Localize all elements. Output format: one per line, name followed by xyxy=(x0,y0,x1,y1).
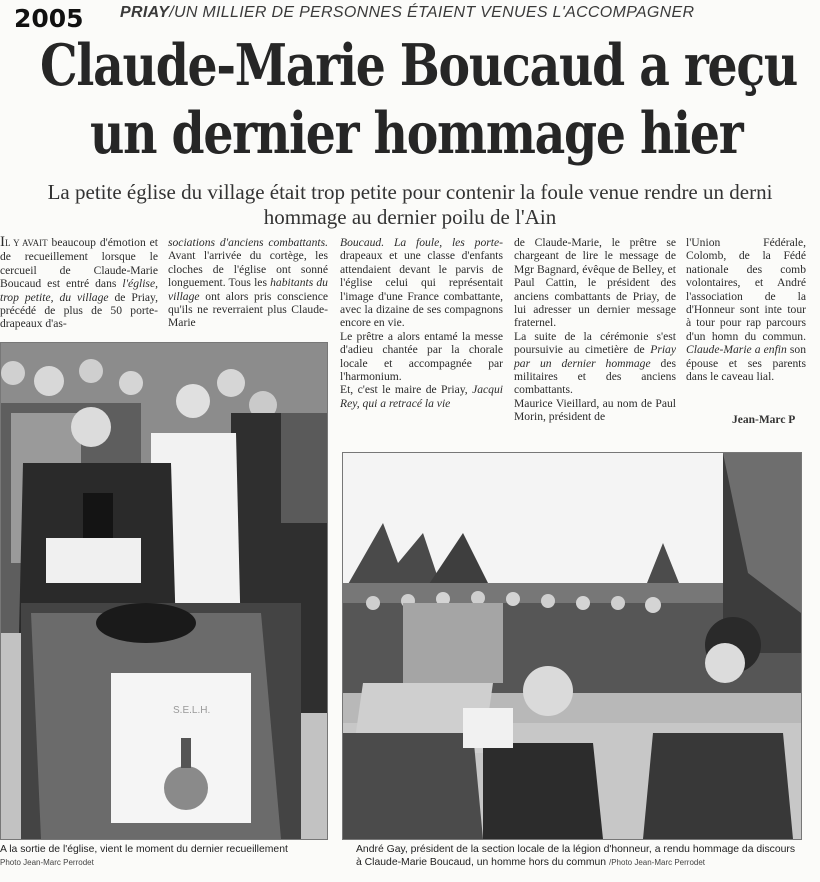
col5-text-2: son épouse et ses parents dans le caveau lial. xyxy=(686,343,806,384)
author-signature: Jean-Marc P xyxy=(732,414,796,426)
col2-italic-2: habitants du village xyxy=(168,276,328,303)
col4-text-1: de Claude-Marie, le prêtre se chargeant de lire le message de Mgr Bagnard, évêque de Belley, et Paul Cattin, le président des anciens combattants de Priay, de lui adresser un dernier message fraternel. xyxy=(514,236,676,330)
photo-church-exit-image xyxy=(1,343,327,839)
col2-text-2: ont alors pris conscience qu'ils ne reverraient plus Claude-Marie xyxy=(168,289,328,330)
col2-italic-1: sociations d'anciens combattants. xyxy=(168,236,328,249)
drop-cap: I xyxy=(0,234,5,250)
article-column-2 xyxy=(168,236,328,336)
col3-text-2: Le prêtre a alors entamé la messe d'adieu chantée par la chorale locale et accompagnée par l'harmonium. xyxy=(340,329,503,384)
caption-2-credit: /Photo Jean-Marc Perrodet xyxy=(608,857,706,867)
col3-italic-1: Boucaud. La foule, les porte- xyxy=(340,236,503,249)
caption-1-text: A la sortie de l'église, vient le moment du dernier recueillement xyxy=(0,844,288,855)
article-column-1 xyxy=(0,236,158,336)
article-column-4 xyxy=(514,236,676,426)
kicker xyxy=(120,4,760,22)
col5-italic-1: Claude-Marie a enfin xyxy=(686,343,787,357)
subtitle xyxy=(0,180,820,230)
subtitle-line-2: hommage au dernier poilu de l'Ain xyxy=(263,205,557,229)
article-column-3 xyxy=(340,236,503,426)
year-label: 2005 xyxy=(14,4,84,33)
col4-text-4: Maurice Vieillard, au nom de Paul Morin, président de xyxy=(514,396,676,424)
article-column-5 xyxy=(686,236,806,426)
col4-text-2: La suite de la cérémonie s'est poursuivie au cimetière de xyxy=(514,329,676,357)
col3-text-3: Et, c'est le maire de Priay, xyxy=(340,383,473,397)
headline-line-1: Claude-Marie Boucaud a reçu xyxy=(40,32,798,99)
headline-line-2: un dernier hommage hier xyxy=(90,100,743,167)
caption-2-text: André Gay, président de la section locale de la légion d'honneur, a rendu hommage da discours à Claude-Marie Boucaud, un homme hors du commun xyxy=(356,844,796,868)
col3-italic-2: Jacqui Rey, qui a retracé la vie xyxy=(340,383,503,410)
col2-text-1: Avant l'arrivée du cortège, les cloches de l'église ont sonné longuement. Tous les xyxy=(168,249,328,290)
photo-cemetery-speech xyxy=(342,452,802,840)
col3-text-1: drapeaux et une classe d'enfants attendaient devant le parvis de l'église celui qui représentait l'image d'une France combattante, avec la dizaine de ses compagnons encore en vie. xyxy=(340,249,503,330)
col4-italic-1: Priay par un dernier hommage xyxy=(514,343,676,370)
photo-church-exit xyxy=(0,342,328,840)
lead-in: L Y AVAIT xyxy=(5,238,48,248)
kicker-text: /UN MILLIER DE PERSONNES ÉTAIENT VENUES L'ACCOMPAGNER xyxy=(169,4,695,21)
col1-italic-1: l'église, trop petite, du village xyxy=(0,277,158,304)
kicker-place: PRIAY xyxy=(120,4,170,21)
caption-photo-2 xyxy=(356,844,800,869)
coffin-flag-text: S.E.L.H. xyxy=(173,705,211,716)
col1-text-1: beaucoup d'émotion et de recueillement lorsque le cercueil de Claude-Marie Boucaud est entré dans xyxy=(0,236,158,291)
photo-cemetery-speech-image xyxy=(343,453,801,839)
subtitle-line-1: La petite église du village était trop petite pour contenir la foule venue rendre un derni xyxy=(47,180,773,204)
col1-text-2: de Priay, précédé de plus de 50 porte-drapeaux d'as- xyxy=(0,290,159,331)
caption-1-credit: Photo Jean-Marc Perrodet xyxy=(0,857,94,867)
col4-text-3: des militaires et des anciens combattants. xyxy=(514,356,677,397)
col5-text-1: l'Union Fédérale, Colomb, de la Fédé nationale des comb volontaires, et André l'association de la d'Honneur sont inte tour à tour pour rap parcours d'un homn du commun. xyxy=(686,236,806,343)
caption-photo-1 xyxy=(0,844,330,869)
